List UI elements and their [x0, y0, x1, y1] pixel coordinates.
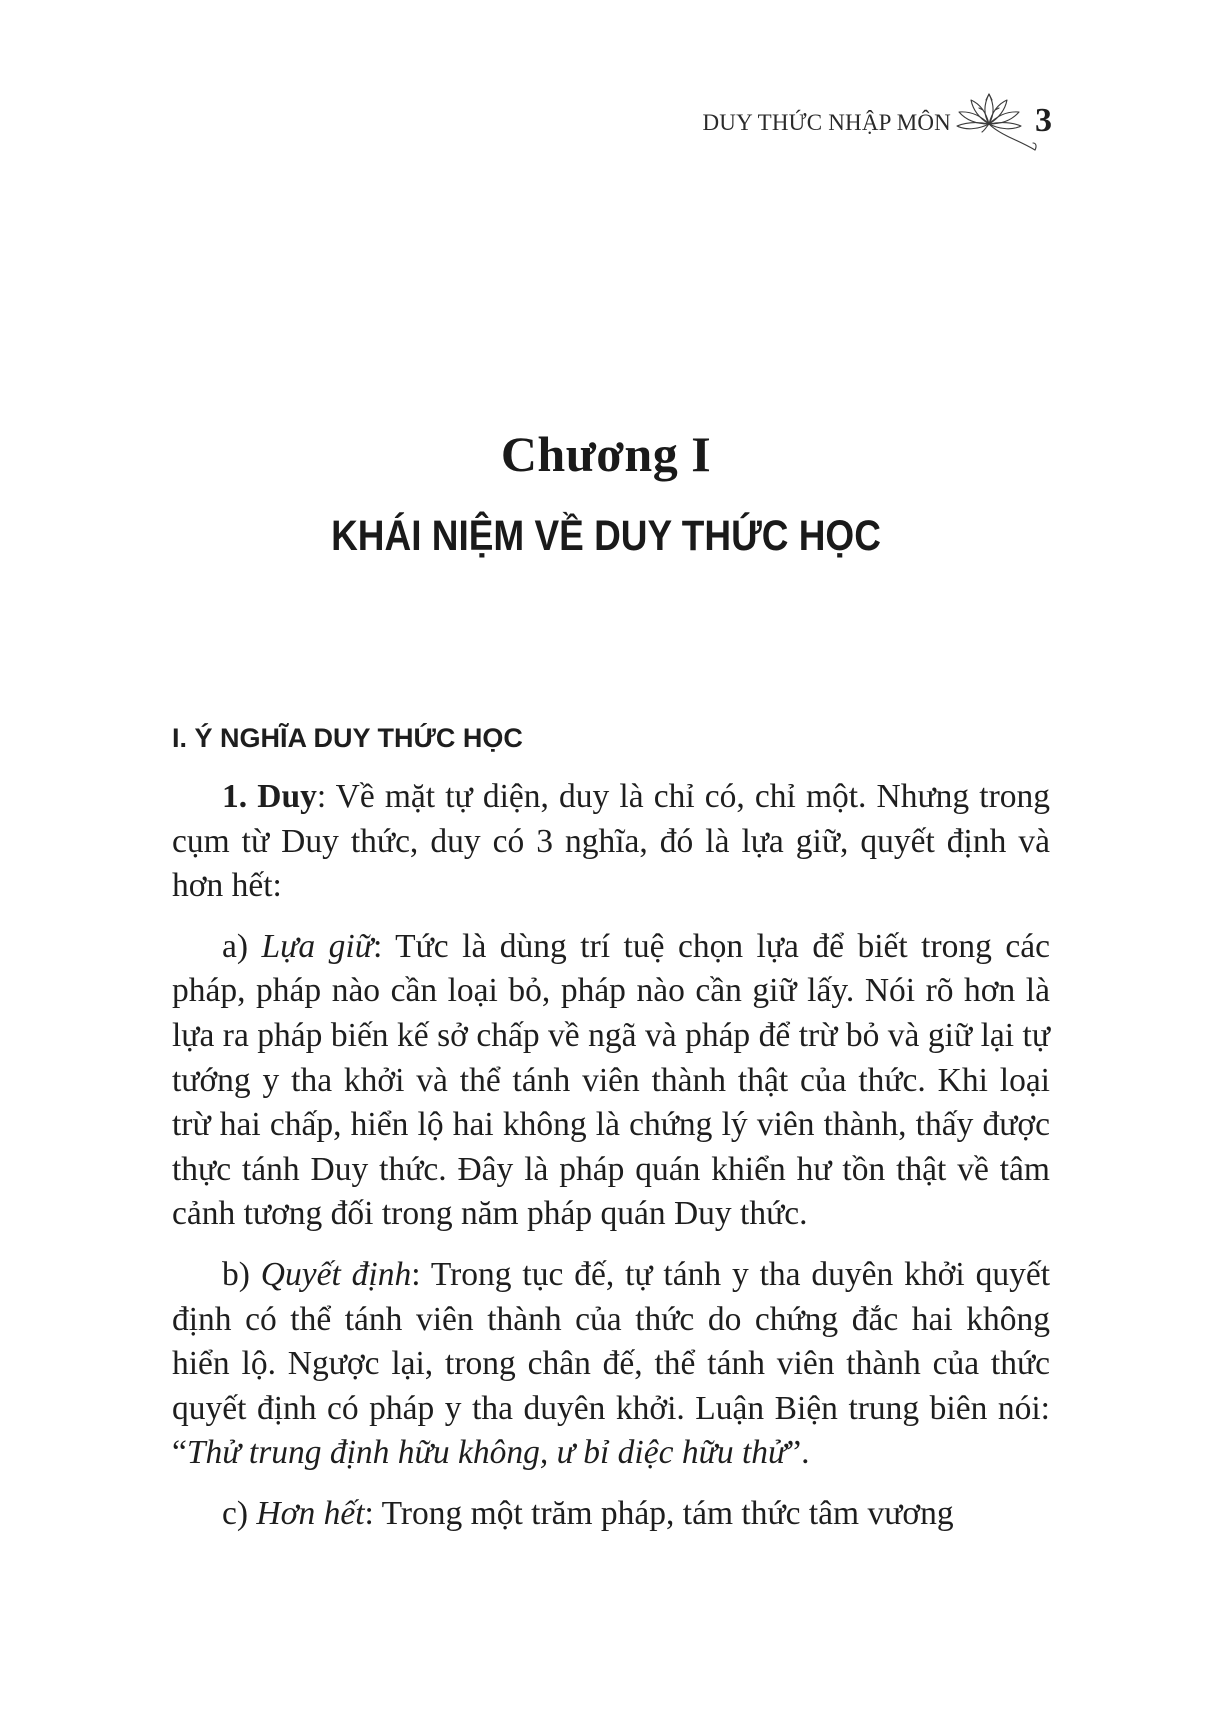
- paragraph-text: : Về mặt tự diện, duy là chỉ có, chỉ một. Nhưng trong cụm từ Duy thức, duy có 3 nghĩa, đó là lựa giữ, quyết định và hơn hết:: [172, 778, 1051, 905]
- paragraph-lua-giu: [172, 925, 1050, 1237]
- paragraph-hon-het: [172, 1492, 1050, 1537]
- list-marker: b): [222, 1255, 261, 1293]
- term-italic: Hơn hết: [256, 1494, 365, 1532]
- lotus-icon: [949, 86, 1041, 156]
- body-text: [172, 775, 1050, 1553]
- paragraph-text: : Tức là dùng trí tuệ chọn lựa để biết trong các pháp, pháp nào cần loại bỏ, pháp nào cần giữ lấy. Nói rõ hơn là lựa ra pháp biến kế sở chấp về ngã và pháp để trừ bỏ và giữ lại tự tướng y tha khởi và thể tánh viên thành thật của thức. Khi loại trừ hai chấp, hiển lộ hai không là chứng lý viên thành, thấy được thực tánh Duy thức. Đây là pháp quán khiển hư tồn thật về tâm cảnh tương đối trong năm pháp quán Duy thức.: [172, 927, 1050, 1233]
- paragraph-lead: 1. Duy: [222, 778, 317, 815]
- chapter-title: KHÁI NIỆM VỀ DUY THỨC HỌC: [331, 512, 881, 560]
- term-italic: Lựa giữ: [261, 927, 373, 965]
- quotation-end: ”.: [786, 1434, 810, 1472]
- page-number: 3: [1035, 102, 1052, 139]
- running-title: DUY THỨC NHẬP MÔN: [702, 110, 951, 135]
- term-italic: Quyết định: [260, 1255, 412, 1293]
- list-marker: a): [222, 927, 262, 965]
- paragraph-quyet-dinh: [172, 1253, 1050, 1476]
- paragraph-duy: [172, 775, 1050, 909]
- section-heading: I. Ý NGHĨA DUY THỨC HỌC: [172, 723, 523, 753]
- chapter-label: Chương I: [500, 426, 712, 482]
- quotation: Thử trung định hữu không, ư bỉ diệc hữu thử: [186, 1434, 787, 1472]
- running-header: [703, 92, 1053, 144]
- paragraph-text: : Trong tục đế, tự tánh y tha duyên khởi quyết định có thể tánh viên thành của thức do chứng đắc hai không hiển lộ. Ngược lại, trong chân đế, thể tánh viên thành của thức quyết định có pháp y tha duyên khởi. Luận Biện trung biên nói: “: [172, 1255, 1051, 1472]
- list-marker: c): [222, 1494, 257, 1532]
- paragraph-text: : Trong một trăm pháp, tám thức tâm vương: [364, 1494, 954, 1532]
